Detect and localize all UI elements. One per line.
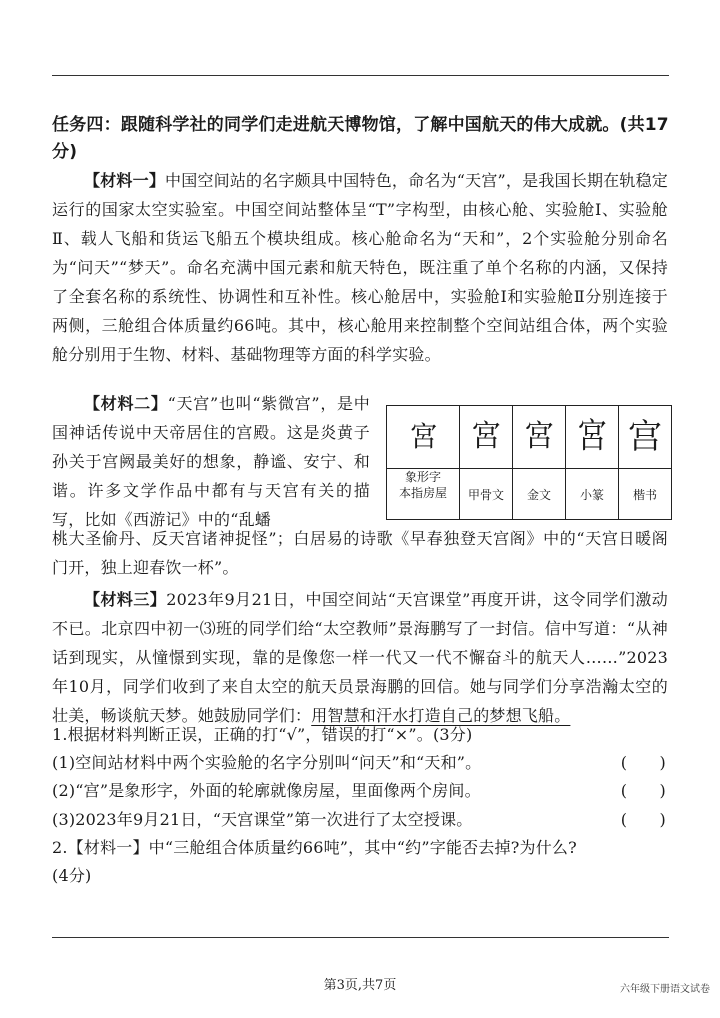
regular-script-glyph: 宫 bbox=[628, 417, 662, 457]
pictograph-label-cell bbox=[387, 469, 460, 520]
material-2 bbox=[52, 389, 370, 534]
material-3-underlined-quote: 用智慧和汗水打造自己的梦想飞船。 bbox=[311, 706, 571, 725]
bronze-label: 金文 bbox=[513, 469, 566, 520]
material-1-label: 【材料一】 bbox=[84, 171, 166, 190]
material-3 bbox=[52, 585, 668, 730]
question-1-item-1 bbox=[52, 749, 668, 777]
answer-blank[interactable]: ( ) bbox=[620, 781, 666, 800]
pictograph-label: 象形字 bbox=[404, 470, 441, 484]
answer-blank[interactable]: ( ) bbox=[620, 753, 666, 772]
item-text: (3)2023年9月21日，“天宫课堂”第一次进行了太空授课。 bbox=[52, 810, 473, 829]
oracle-label: 甲骨文 bbox=[460, 469, 513, 520]
question-1-item-2 bbox=[52, 777, 668, 805]
material-3-label: 【材料三】 bbox=[84, 590, 167, 609]
material-3-text: 2023年9月21日，中国空间站“天宫课堂”再度开讲，这令同学们激动不已。北京四中初一⑶班的同学们给“太空教师”景海鹏写了一封信。信中写道：“从神话到现实，从憧憬到实现，靠的是像您一样一代又一代不懈奋斗的航天人……”2023年10月，同学们收到了来自太空的航天员景海鹏的回信。她与同学们分享浩瀚太空的壮美，畅谈航天梦。她鼓励同学们： bbox=[52, 590, 668, 725]
bronze-glyph: 宮 bbox=[524, 419, 554, 454]
item-text: (1)空间站材料中两个实验舱的名字分别叫“问天”和“天和”。 bbox=[52, 753, 482, 772]
bronze-cell bbox=[513, 406, 566, 469]
regular-label: 楷书 bbox=[619, 469, 672, 520]
bottom-rule bbox=[52, 937, 669, 938]
oracle-bone-glyph: 宮 bbox=[471, 419, 501, 454]
question-2-score: (4分) bbox=[52, 866, 92, 885]
page-number: 第3页,共7页 bbox=[323, 978, 397, 993]
exam-name: 六年级下册语文试卷 bbox=[620, 984, 710, 995]
seal-cell bbox=[566, 406, 619, 469]
question-2: 2.【材料一】中“三舱组合体质量约66吨”，其中“约”字能否去掉?为什么? bbox=[52, 838, 577, 857]
material-1 bbox=[52, 166, 668, 369]
pictograph-cell bbox=[387, 406, 460, 469]
top-rule bbox=[52, 75, 669, 76]
task-title: 任务四：跟随科学社的同学们走进航天博物馆，了解中国航天的伟大成就。(共17分) bbox=[52, 115, 669, 162]
answer-blank[interactable]: ( ) bbox=[620, 810, 666, 829]
oracle-cell bbox=[460, 406, 513, 469]
seal-script-glyph: 宮 bbox=[577, 416, 607, 457]
seal-label: 小篆 bbox=[566, 469, 619, 520]
item-text: (2)“宫”是象形字，外面的轮廓就像房屋，里面像两个房间。 bbox=[52, 781, 481, 800]
pictograph-glyph: 宮 bbox=[409, 420, 437, 453]
character-evolution-table bbox=[386, 405, 672, 520]
material-2-continued: 桃大圣偷丹、反天宫诸神捉怪”；白居易的诗歌《早春独登天宫阁》中的“天宫日暖阁门开，独上迎春饮一杯”。 bbox=[52, 529, 668, 577]
question-1: 1.根据材料判断正误，正确的打“√”，错误的打“×”。(3分) bbox=[52, 725, 473, 744]
question-1-item-3 bbox=[52, 806, 668, 834]
material-2-text-a: “天宫”也叫“紫微宫”，是中国神话传说中天帝居住的宫殿。这是炎黄子孙关于宫阙最美好的想象，静谧、安宁、和谐。许多文学作品中都有与天宫有关的描写，比如《西游记》中的“乱蟠 bbox=[52, 394, 370, 529]
material-1-text: 中国空间站的名字颇具中国特色，命名为“天宫”，是我国长期在轨稳定运行的国家太空实验室。中国空间站整体呈“T”字构型，由核心舱、实验舱Ⅰ、实验舱Ⅱ、载人飞船和货运飞船五个模块组成。核心舱命名为“天和”，2个实验舱分别命名为“问天”“梦天”。命名充满中国元素和航天特色，既注重了单个名称的内涵，又保持了全套名称的系统性、协调性和互补性。核心舱居中，实验舱Ⅰ和实验舱Ⅱ分别连接于两侧，三舱组合体质量约66吨。其中，核心舱用来控制整个空间站组合体，两个实验舱分别用于生物、材料、基础物理等方面的科学实验。 bbox=[52, 171, 668, 364]
material-2-label: 【材料二】 bbox=[84, 394, 168, 413]
pictograph-sublabel: 本指房屋 bbox=[398, 486, 447, 500]
regular-cell bbox=[619, 406, 672, 469]
